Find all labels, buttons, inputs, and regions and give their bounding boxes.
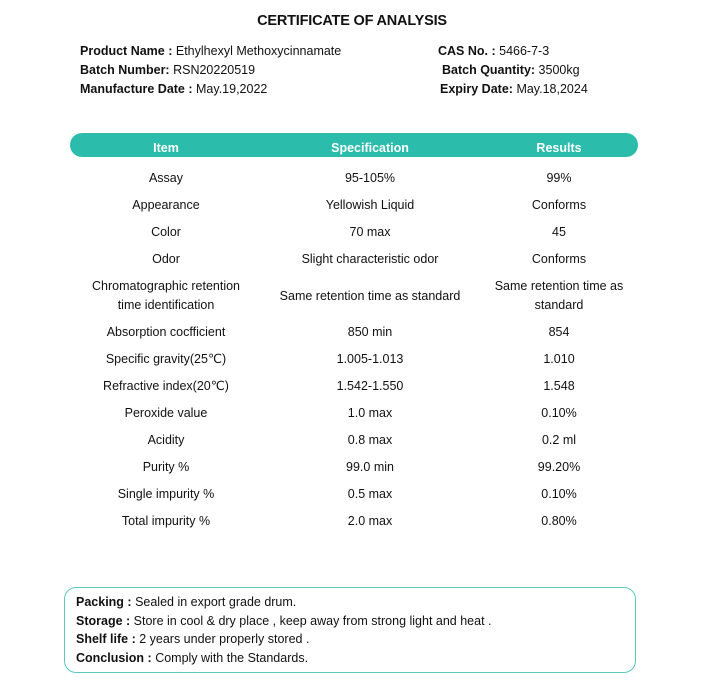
batch-quantity: 3500kg — [538, 63, 580, 77]
table-row — [0, 427, 710, 454]
cell-specification: 850 min — [347, 325, 393, 339]
cell-specification: Same retention time as standard — [279, 288, 461, 303]
table-header — [70, 133, 638, 157]
manufacture-date-line: Manufacture Date : May.19,2022 — [80, 82, 268, 96]
table-row — [0, 273, 710, 319]
cell-specification: Slight characteristic odor — [301, 252, 439, 266]
cell-item: Acidity — [147, 433, 185, 447]
cell-result: Conforms — [531, 198, 587, 212]
cell-result: 99.20% — [537, 460, 581, 474]
cell-specification: 95-105% — [344, 171, 396, 185]
batch-number-line: Batch Number: RSN20220519 — [80, 63, 256, 77]
header-item: Item — [153, 141, 179, 155]
table-row — [0, 319, 710, 346]
info-right — [438, 42, 588, 99]
table-row — [0, 508, 710, 535]
table-row — [0, 400, 710, 427]
product-name-line: Product Name : Ethylhexyl Methoxycinnamate — [80, 44, 342, 58]
cell-result: 0.10% — [541, 487, 577, 501]
cell-specification: 99.0 min — [346, 460, 394, 474]
table-row — [0, 246, 710, 273]
cell-specification: 2.0 max — [347, 514, 393, 528]
table-row — [0, 346, 710, 373]
cell-result: 1.548 — [543, 379, 575, 393]
cell-result: 0.2 ml — [541, 433, 577, 447]
cell-item: Odor — [152, 252, 180, 266]
notes-box — [64, 587, 636, 673]
cas-number: 5466-7-3 — [499, 44, 550, 58]
expiry-date: May.18,2024 — [516, 82, 588, 96]
cell-item: Refractive index(20℃) — [103, 379, 229, 393]
cell-specification: 1.005-1.013 — [336, 352, 404, 366]
packing-line: Packing : Sealed in export grade drum. — [76, 595, 297, 609]
cell-item: Purity % — [142, 460, 190, 474]
table-row — [0, 454, 710, 481]
table-row — [0, 219, 710, 246]
info-left — [80, 42, 341, 99]
cas-line: CAS No. : 5466-7-3 — [438, 44, 550, 58]
cell-result: Same retention time as standard — [494, 279, 624, 312]
cell-specification: Yellowish Liquid — [325, 198, 415, 212]
product-name: Ethylhexyl Methoxycinnamate — [175, 44, 342, 58]
cell-specification: 1.542-1.550 — [336, 379, 404, 393]
header-results: Results — [536, 141, 582, 155]
cell-item: Assay — [148, 171, 184, 185]
batch-number: RSN20220519 — [173, 63, 256, 77]
cell-item: Specific gravity(25℃) — [105, 352, 227, 366]
cell-result: Conforms — [531, 252, 587, 266]
cell-item: Chromatographic retention time identification — [92, 279, 240, 312]
cell-item: Single impurity % — [117, 487, 215, 501]
cell-result: 0.80% — [541, 514, 577, 528]
document-title: CERTIFICATE OF ANALYSIS — [257, 13, 447, 29]
cell-item: Absorption cocfficient — [106, 325, 226, 339]
cell-result: 1.010 — [543, 352, 575, 366]
header-specification: Specification — [331, 141, 409, 155]
table-row — [0, 481, 710, 508]
table-row — [0, 165, 710, 192]
cell-result: 854 — [548, 325, 570, 339]
manufacture-date: May.19,2022 — [196, 82, 268, 96]
cell-result: 45 — [552, 225, 566, 239]
cell-item: Appearance — [132, 198, 200, 212]
shelf-life-line: Shelf life : 2 years under properly stored . — [76, 632, 310, 646]
cell-result: 0.10% — [541, 406, 577, 420]
results-table — [0, 165, 710, 535]
conclusion-line: Conclusion : Comply with the Standards. — [76, 651, 309, 665]
cell-item: Total impurity % — [121, 514, 211, 528]
cell-specification: 1.0 max — [347, 406, 393, 420]
table-row — [0, 373, 710, 400]
cell-item: Peroxide value — [124, 406, 208, 420]
batch-quantity-line: Batch Quantity: 3500kg — [442, 63, 580, 77]
cell-specification: 0.8 max — [347, 433, 393, 447]
expiry-date-line: Expiry Date: May.18,2024 — [440, 82, 588, 96]
cell-specification: 70 max — [349, 225, 391, 239]
cell-specification: 0.5 max — [347, 487, 393, 501]
storage-line: Storage : Store in cool & dry place , keep away from strong light and heat . — [76, 614, 492, 628]
table-row — [0, 192, 710, 219]
cell-result: 99% — [546, 171, 572, 185]
cell-item: Color — [151, 225, 181, 239]
